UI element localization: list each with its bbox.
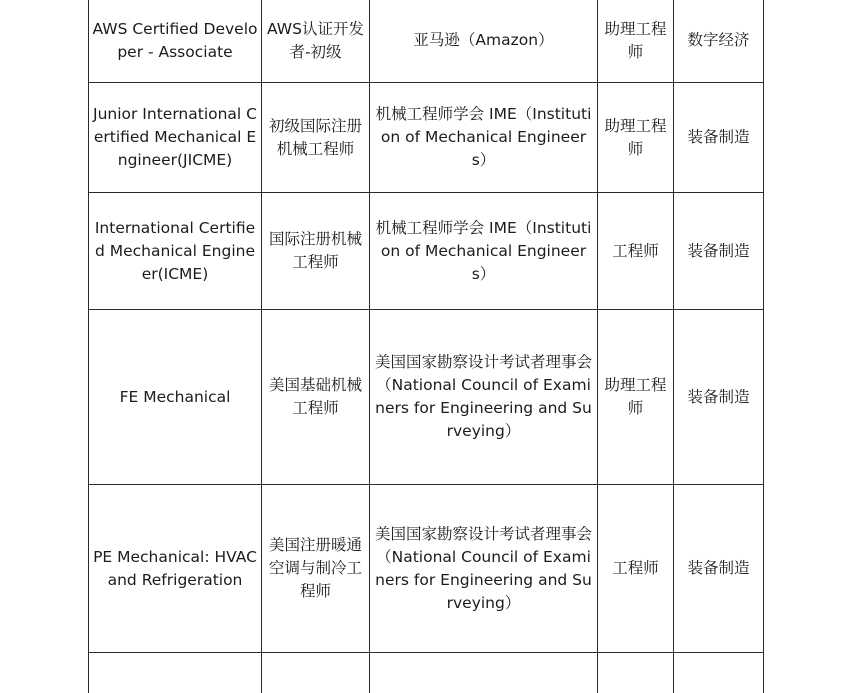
industry-field-cell: 装备制造 <box>674 193 764 310</box>
issuing-organization-cell: 亚马逊（Amazon） <box>370 0 598 83</box>
title-level-cell: 助理工程师 <box>598 83 674 193</box>
cert-chinese-name-cell: 美国注册暖通空调与制冷工程师 <box>262 485 370 653</box>
cert-chinese-name-cell: 美国基础机械工程师 <box>262 310 370 485</box>
cert-chinese-name-cell: AWS认证开发者-初级 <box>262 0 370 83</box>
cert-english-name-cell: AWS Certified Developer - Associate <box>89 0 262 83</box>
cert-chinese-name-cell: 初级国际注册机械工程师 <box>262 83 370 193</box>
issuing-organization-cell: 美国国家勘察设计考试者理事会（National Council of Examiners for Engineering and Surveying） <box>370 485 598 653</box>
empty-cell <box>598 653 674 693</box>
table-row <box>89 83 764 193</box>
cert-english-name-cell: PE Mechanical: HVAC and Refrigeration <box>89 485 262 653</box>
table-row <box>89 310 764 485</box>
table-row <box>89 0 764 83</box>
issuing-organization-cell: 美国国家勘察设计考试者理事会（National Council of Examiners for Engineering and Surveying） <box>370 310 598 485</box>
empty-cell <box>674 653 764 693</box>
empty-cell <box>262 653 370 693</box>
table-row <box>89 193 764 310</box>
certification-table <box>88 0 764 693</box>
title-level-cell: 工程师 <box>598 193 674 310</box>
title-level-cell: 助理工程师 <box>598 0 674 83</box>
industry-field-cell: 数字经济 <box>674 0 764 83</box>
industry-field-cell: 装备制造 <box>674 83 764 193</box>
cert-chinese-name-cell: 国际注册机械工程师 <box>262 193 370 310</box>
title-level-cell: 助理工程师 <box>598 310 674 485</box>
issuing-organization-cell: 机械工程师学会 IME（Institution of Mechanical Engineers） <box>370 83 598 193</box>
title-level-cell: 工程师 <box>598 485 674 653</box>
industry-field-cell: 装备制造 <box>674 310 764 485</box>
cert-english-name-cell: International Certified Mechanical Engineer(ICME) <box>89 193 262 310</box>
empty-cell <box>370 653 598 693</box>
table-row <box>89 485 764 653</box>
cert-english-name-cell: FE Mechanical <box>89 310 262 485</box>
issuing-organization-cell: 机械工程师学会 IME（Institution of Mechanical Engineers） <box>370 193 598 310</box>
table-row <box>89 653 764 693</box>
industry-field-cell: 装备制造 <box>674 485 764 653</box>
empty-cell <box>89 653 262 693</box>
cert-english-name-cell: Junior International Certified Mechanical Engineer(JICME) <box>89 83 262 193</box>
